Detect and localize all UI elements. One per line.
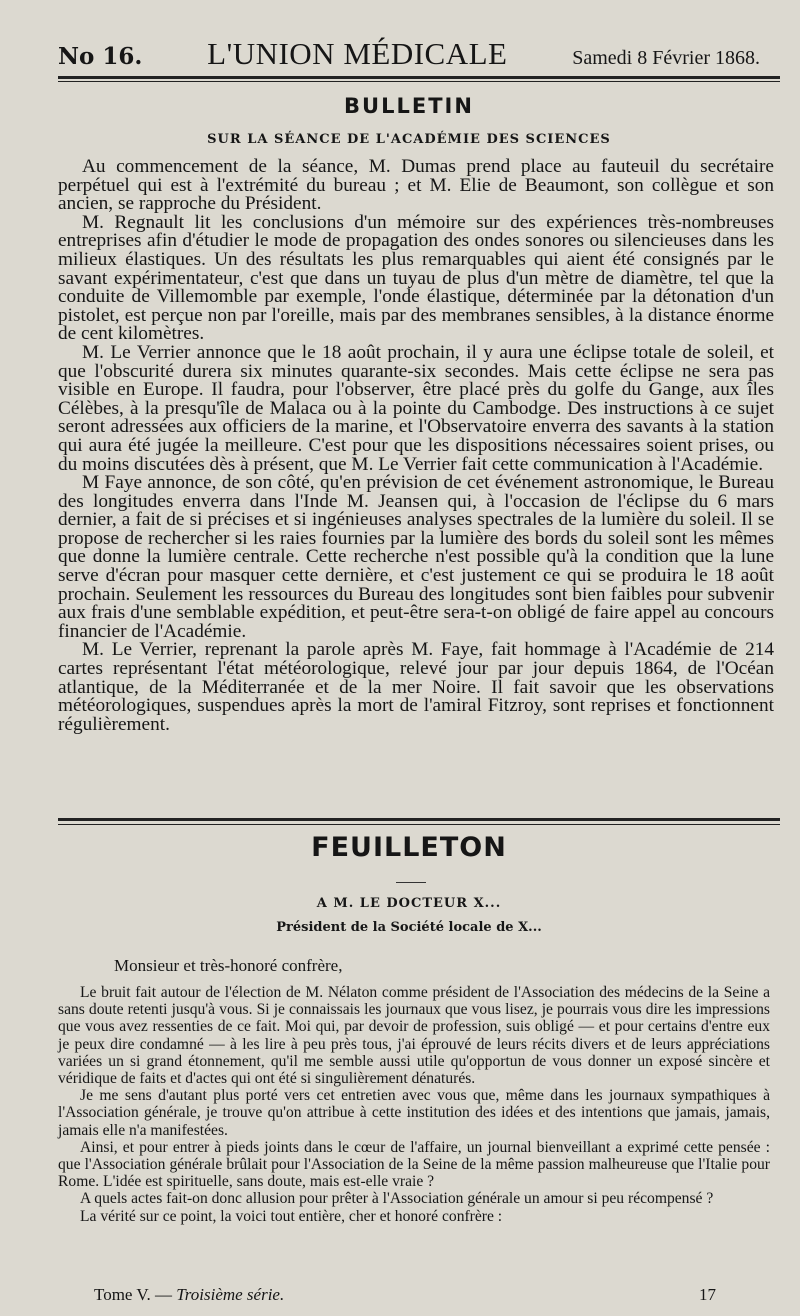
bulletin-paragraph: M Faye annonce, de son côté, qu'en prévision de cet événement astronomique, le Bureau des longitudes enverra dans l'Inde M. Jeansen qui, à l'occasion de l'éclipse du 6 mars dernier, a fait de si précises et si ingénieuses analyses spectrales de la lumière du soleil. Il se propose de rechercher si les raies fournies par la lumière des bords du soleil sont les mêmes que donne la lumière centrale. Cette recherche n'est possible qu'à la condition que la lune serve d'écran pour masquer cette dernière, et c'est justement ce qui se produira le 18 août prochain. Seulement les ressources du Bureau des longitudes sont bien faibles pour subvenir aux frais d'une semblable expédition, et peut-être sera-t-on obligé de faire appel au concours financier de l'Académie. [58,472,774,642]
feuilleton-paragraph: A quels actes fait-on donc allusion pour prêter à l'Association générale un amour si peu récompensé ? [80,1190,714,1208]
section-divider [58,818,780,821]
letter-addressee: A M. LE DOCTEUR X... [316,896,502,911]
bulletin-paragraph: M. Le Verrier annonce que le 18 août prochain, il y aura une éclipse totale de soleil, et que l'obscurité durera six minutes quarante-six secondes. Mais cette éclipse ne sera pas visible en Europe. Il faudra, pour l'observer, être placé près du golfe du Gange, aux îles Célèbes, à la presqu'île de Malaca ou à la pointe du Cambodge. Des instructions à ce sujet seront adressées aux officiers de la marine, et l'Observatoire enverra des savants à la station qui aura été jugée la meilleure. C'est pour que les dispositions nécessaires soient prises, ou du moins discutées dès à présent, que M. Le Verrier fait cette communication à l'Académie. [58,341,774,475]
bulletin-paragraph: Au commencement de la séance, M. Dumas prend place au fauteuil du secrétaire perpétuel qui est à l'extrémité du bureau ; et M. Elie de Beaumont, son collègue et son ancien, se rapproche du Président. [58,156,774,215]
footer-volume [94,1285,284,1305]
feuilleton-title: FEUILLETON [311,832,507,863]
feuilleton-paragraph: Je me sens d'autant plus porté vers cet entretien avec vous que, même dans les journaux sympathiques à l'Association générale, je trouve qu'on attribue à cette institution des idées et des intentions que jamais, jamais, jamais elle n'a manifestées. [58,1087,770,1139]
bulletin-paragraph: M. Regnault lit les conclusions d'un mémoire sur des expériences très-nombreuses entreprises afin d'étudier le mode de propagation des ondes sonores ou silencieuses dans les milieux élastiques. Un des résultats les plus remarquables qui aient été consignés par le savant expérimentateur, c'est que dans un tuyau de plus d'un mètre de diamètre, tel que la conduite de Villemomble par exemple, l'onde élastique, déterminée par la détonation d'un pistolet, est perçue non par l'oreille, mais par des membranes sensibles, à la distance énorme de cent kilomètres. [58,211,774,345]
feuilleton-paragraph: La vérité sur ce point, la voici tout entière, cher et honoré confrère : [80,1207,503,1225]
newspaper-title: L'UNION MÉDICALE [207,36,508,71]
issue-date: Samedi 8 Février 1868. [572,47,760,69]
letter-salutation: Monsieur et très-honoré confrère, [114,956,343,975]
letter-addressee-title: Président de la Société locale de X... [276,920,542,935]
masthead-rule-thin [58,81,780,82]
bulletin-body [58,158,774,734]
masthead-rule [58,76,780,79]
page-number: 17 [699,1285,716,1304]
feuilleton-body [58,984,770,1225]
masthead [58,36,760,72]
section-divider-thin [58,824,780,825]
ornament-rule [396,882,426,883]
bulletin-paragraph: M. Le Verrier, reprenant la parole après M. Faye, fait hommage à l'Académie de 214 cartes représentant l'état météorologique, relevé jour par jour depuis 1864, de l'Océan atlantique, de la Méditerranée et de la mer Noire. Il fait savoir que les observations météorologiques, suspendues après la mort de l'amiral Fitzroy, sont reprises et fonctionnent régulièrement. [58,639,774,735]
feuilleton-paragraph: Le bruit fait autour de l'élection de M. Nélaton comme président de l'Association des médecins de la Seine a sans doute retenti jusqu'à vous. Si je connaissais les journaux que vous lisez, je pourrais vous dire les impressions que vous avez ressenties de ce fait. Moi qui, par devoir de profession, suis obligé — et pour certains d'entre eux je peux dire condamné — à les lire à peu près tous, j'ai éprouvé de leurs récits divers et de leurs appréciations variées un si grand étonnement, qu'il me semble aussi utile qu'opportun de vous donner un exposé sincère et véridique de faits et d'actes qui ont été si singulièrement dénaturés. [58,984,770,1088]
bulletin-subtitle: SUR LA SÉANCE DE L'ACADÉMIE DES SCIENCES [207,132,611,147]
feuilleton-paragraph: Ainsi, et pour entrer à pieds joints dans le cœur de l'affaire, un journal bienveillant a exprimé cette pensée : que l'Association générale brûlait pour l'Association de la Seine de la même passion malheureuse que l'Italie pour Rome. L'idée est spirituelle, sans doute, mais est-elle vraie ? [58,1138,770,1191]
series-label: Troisième série. [176,1285,285,1304]
issue-number: No 16. [58,43,143,70]
bulletin-title: BULLETIN [344,94,474,118]
volume-label: Tome V. — [94,1285,172,1304]
